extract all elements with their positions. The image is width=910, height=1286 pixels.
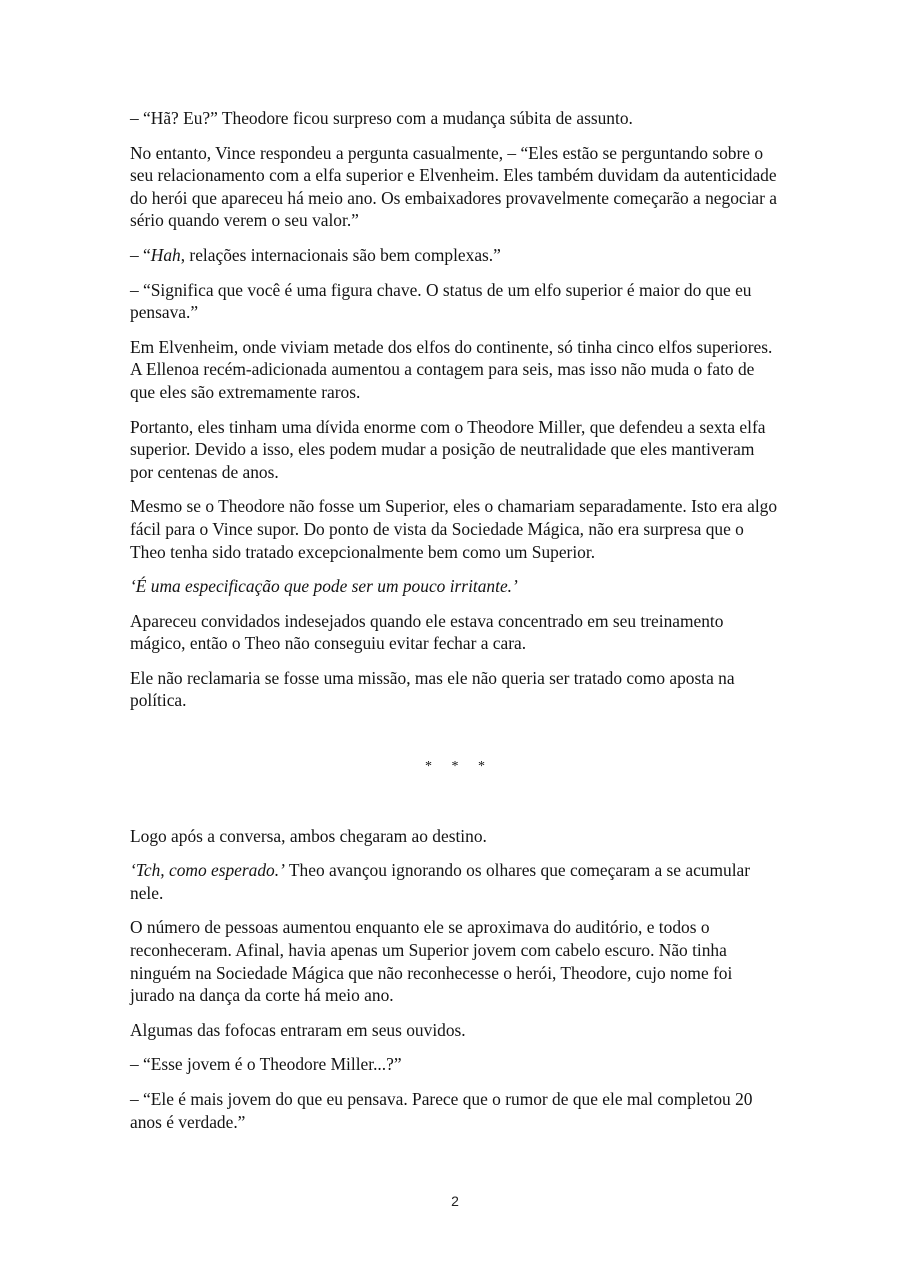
italic-text: ‘Tch, como esperado.’ [130,860,285,881]
paragraph-p8 [130,575,780,598]
paragraph-text: No entanto, Vince respondeu a pergunta casualmente, – “Eles estão se perguntando sobre o seu relacionamento com a elfa superior e Elvenheim. Eles também duvidam da autenticidade do herói que apareceu há meio ano. Os embaixadores provavelmente começarão a negociar a sério quando verem o seu valor.” [130,142,778,231]
paragraph-p1 [130,107,780,130]
paragraph-p15 [130,1053,780,1076]
paragraph-p14 [130,1019,780,1042]
paragraph-text: Apareceu convidados indesejados quando ele estava concentrado em seu treinamento mágico, então o Theo não conseguiu evitar fechar a cara. [130,610,724,654]
italic-text: ‘É uma especificação que pode ser um pouco irritante.’ [130,576,518,597]
paragraph-p7 [130,495,780,563]
paragraph-p4 [130,279,780,324]
paragraph-p3 [130,244,780,267]
section-separator: * * * [425,759,485,775]
paragraph-text: , relações internacionais são bem complexas.” [180,244,501,265]
section-before-separator [130,107,780,712]
page-number: 2 [451,1193,459,1209]
italic-text: Hah [150,244,181,265]
paragraph-text: Ele não reclamaria se fosse uma missão, mas ele não queria ser tratado como aposta na política. [130,667,735,711]
paragraph-text: – “Hã? Eu?” Theodore ficou surpreso com a mudança súbita de assunto. [130,108,633,128]
paragraph-p10 [130,667,780,712]
paragraph-text: Em Elvenheim, onde viviam metade dos elfos do continente, só tinha cinco elfos superiores. A Ellenoa recém-adicionada aumentou a contagem para seis, mas isso não muda o fato de que eles são extremamente raros. [130,336,773,402]
document-body [130,107,780,1145]
paragraph-text: O número de pessoas aumentou enquanto ele se aproximava do auditório, e todos o reconheceram. Afinal, havia apenas um Superior jovem com cabelo escuro. Não tinha ninguém na Sociedade Mágica que não reconhecesse o herói, Theodore, cujo nome foi jurado na dança da corte há meio ano. [130,917,733,1006]
paragraph-text: – “Significa que você é uma figura chave. O status de um elfo superior é maior do que eu pensava.” [130,279,752,323]
paragraph-p2 [130,142,780,232]
paragraph-p6 [130,416,780,484]
paragraph-text: – “Esse jovem é o Theodore Miller...?” [130,1054,402,1075]
paragraph-text: Portanto, eles tinham uma dívida enorme com o Theodore Miller, que defendeu a sexta elfa superior. Devido a isso, eles podem mudar a posição de neutralidade que eles mantiveram por centenas de anos. [130,416,766,482]
paragraph-p13 [130,916,780,1006]
paragraph-p12 [130,859,780,904]
paragraph-text: Algumas das fofocas entraram em seus ouvidos. [130,1019,466,1040]
paragraph-text: Logo após a conversa, ambos chegaram ao destino. [130,825,487,846]
paragraph-text: – “Ele é mais jovem do que eu pensava. Parece que o rumor de que ele mal completou 20 anos é verdade.” [130,1089,753,1132]
paragraph-p11 [130,825,780,848]
paragraph-text: Theo avançou ignorando os olhares que começaram a se acumular nele. [130,860,751,903]
section-after-separator [130,825,780,1134]
paragraph-text: Mesmo se o Theodore não fosse um Superior, eles o chamariam separadamente. Isto era algo fácil para o Vince supor. Do ponto de vista da Sociedade Mágica, não era surpresa que o Theo tenha sido tratado excepcionalmente bem como um Superior. [130,496,778,562]
paragraph-p16 [130,1088,780,1133]
paragraph-text: – “ [130,244,151,265]
paragraph-p5 [130,336,780,404]
paragraph-p9 [130,610,780,655]
